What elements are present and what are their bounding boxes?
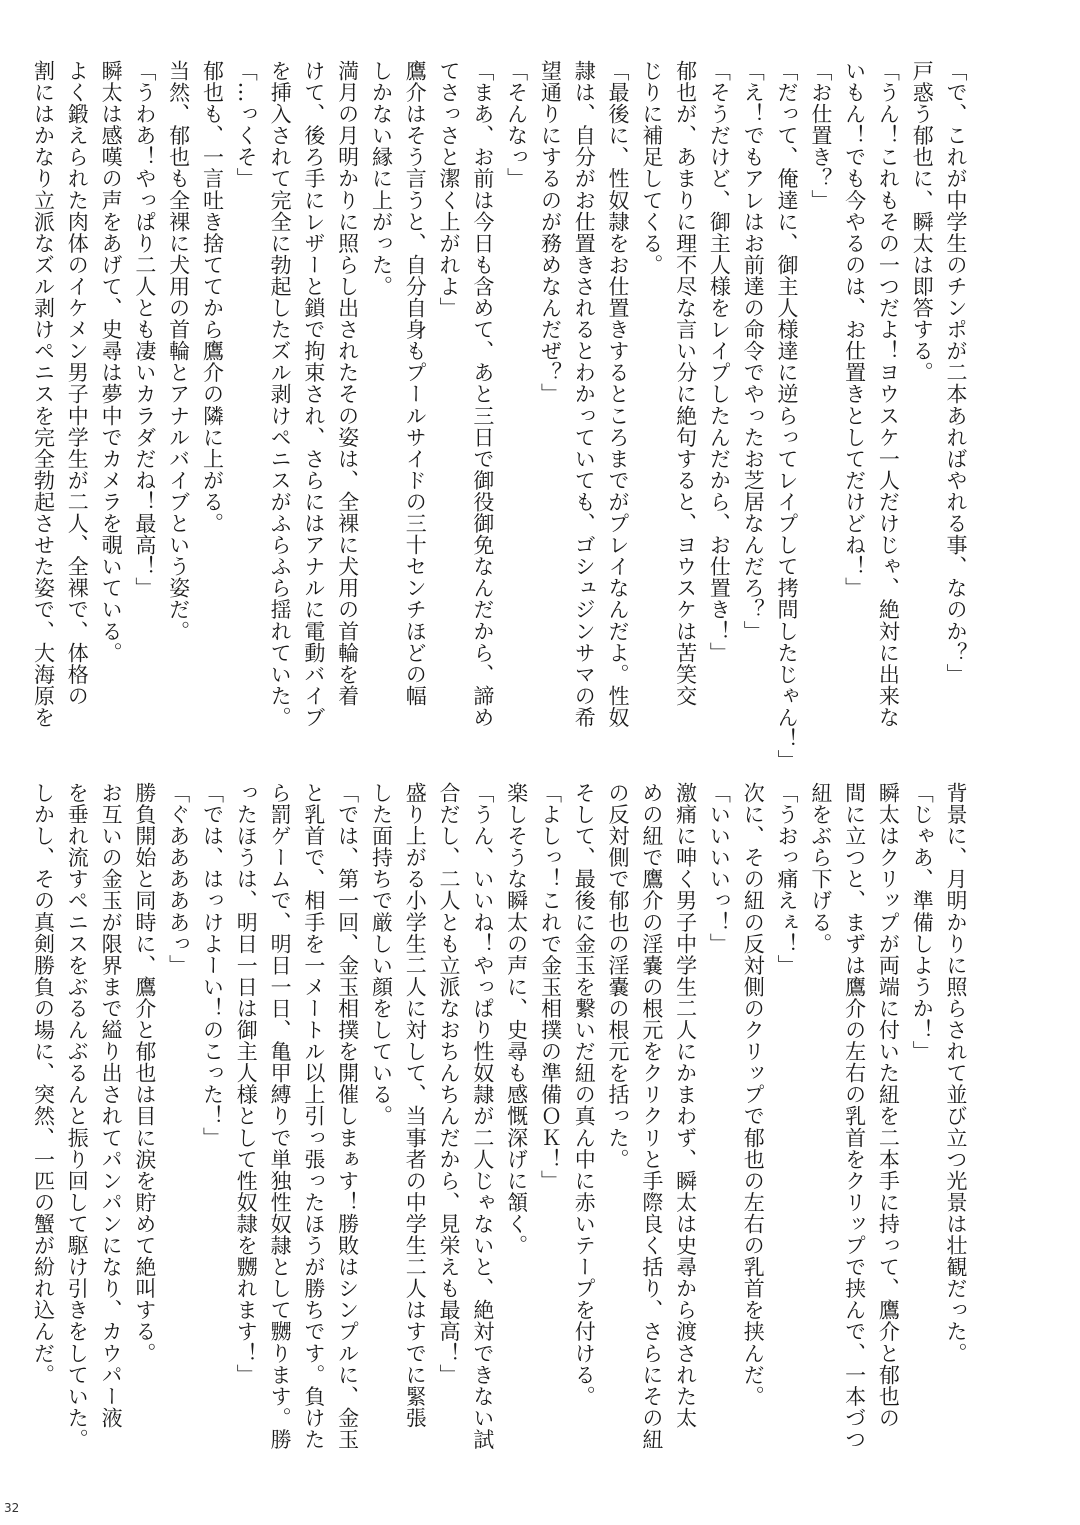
text-line: 「え！でもアレはお前達の命令でやったお芝居なんだろ？」 [741,60,766,642]
text-line: 「…っくそ」 [234,60,259,190]
text-line: 次に、その紐の反対側のクリップで郁也の左右の乳首を挟んだ。 [741,782,766,1407]
text-line: お互いの金玉が限界まで縊り出されてパンパンになり、カウパー液 [99,782,124,1429]
text-line: 戸惑う郁也に、瞬太は即答する。 [910,60,935,384]
text-line: 楽しそうな瞬太の声に、史尋も感慨深げに頷く。 [504,782,529,1257]
text-line: を挿入されて完全に勃起したズル剥けペニスがふらふら揺れていた。 [268,60,293,729]
text-line: 「そんなっ」 [504,60,529,190]
text-line: 郁也も、一言吐き捨ててから鷹介の隣に上がる。 [200,60,225,535]
text-line: しかない縁に上がった。 [369,60,394,298]
text-line: 盛り上がる小学生二人に対して、当事者の中学生二人はすでに緊張 [403,782,428,1429]
text-line: 「うん、いいね！やっぱり性奴隷が二人じゃないと、絶対できない試 [470,782,495,1451]
text-line: 「お仕置き？」 [808,60,833,211]
text-line: めの紐で鷹介の淫嚢の根元をクリクリと手際良く括り、さらにその紐 [639,782,664,1451]
text-column-bottom [31,782,972,1451]
text-line: 「では、はっけよーい！のこった！」 [200,782,225,1149]
text-line: 「まあ、お前は今日も含めて、あと三日で御役御免なんだから、諦め [470,60,495,729]
text-line: 「最後に、性奴隷をお仕置きするところまでがプレイなんだよ。性奴 [606,60,631,729]
text-line: 瞬太はクリップが両端に付いた紐を二本手に持って、鷹介と郁也の [876,782,901,1429]
text-line: した面持ちで厳しい顔をしている。 [369,782,394,1127]
text-line: と乳首で、相手を一メートル以上引っ張ったほうが勝ちです。負けた [301,782,326,1451]
text-line: 瞬太は感嘆の声をあげて、史尋は夢中でカメラを覗いている。 [99,60,124,664]
text-line: 背景に、月明かりに照らされて並び立つ光景は壮観だった。 [944,782,968,1364]
text-column-top [31,60,972,772]
text-line: いもん！でも今やるのは、お仕置きとしてだけどね！」 [842,60,867,599]
text-line: を垂れ流すペニスをぶるんぶるんと振り回して駆け引きをしていた。 [65,782,90,1451]
page-number: 32 [4,1501,20,1515]
text-line: 「うわあ！やっぱり二人とも凄いカラダだね！最高！」 [132,60,157,599]
text-line: てさっさと潔く上がれよ」 [437,60,462,319]
text-line: ったほうは、明日一日は御主人様として性奴隷を嬲れます！」 [234,782,259,1386]
text-line: 郁也が、あまりに理不尽な言い分に絶句すると、ヨウスケは苦笑交 [673,60,698,707]
text-line: 「いいいいっ！」 [707,782,732,955]
text-line: 合だし、二人とも立派なおちんちんだから、見栄えも最高！」 [437,782,462,1386]
text-line: 「そうだけど、御主人様をレイプしたんだから、お仕置き！」 [707,60,732,664]
text-line: しかし、その真剣勝負の場に、突然、一匹の蟹が紛れ込んだ。 [31,782,56,1386]
text-line: けて、後ろ手にレザーと鎖で拘束され、さらにはアナルに電動バイブ [301,60,326,729]
text-line: 間に立つと、まずは鷹介の左右の乳首をクリップで挟んで、一本づつ [842,782,867,1451]
text-line: じりに補足してくる。 [639,60,664,276]
text-line: 「ぐあああああっ」 [166,782,191,976]
text-line: 「よしっ！これで金玉相撲の準備ＯＫ！」 [538,782,563,1192]
text-line: 当然、郁也も全裸に犬用の首輪とアナルバイブという姿だ。 [166,60,191,642]
text-line: 割にはかなり立派なズル剥けペニスを完全勃起させた姿で、大海原を [31,60,56,729]
text-line: ら罰ゲームで、明日一日、亀甲縛りで単独性奴隷として嬲ります。勝 [268,782,293,1451]
text-line: 隷は、自分がお仕置きされるとわかっていても、ゴシュジンサマの希 [572,60,597,729]
text-line: 激痛に呻く男子中学生二人にかまわず、瞬太は史尋から渡された太 [673,782,698,1429]
text-line: 満月の月明かりに照らし出されたその姿は、全裸に犬用の首輪を着 [335,60,360,707]
text-line: 鷹介はそう言うと、自分自身もプールサイドの三十センチほどの幅 [403,60,428,707]
text-line: よく鍛えられた肉体のイケメン男子中学生が二人、全裸で、体格の [65,60,90,707]
text-line: の反対側で郁也の淫嚢の根元を括った。 [606,782,631,1170]
text-line: 望通りにするのが務めなんだぜ？」 [538,60,563,405]
text-line: 「うおっ痛えぇ！」 [775,782,800,976]
text-line: 「だって、俺達に、御主人様達に逆らってレイプして拷問したじゃん！」 [775,60,800,772]
text-line: 「うん！これもその一つだよ！ヨウスケ一人だけじゃ、絶対に出来な [876,60,901,729]
text-line: 「では、第一回、金玉相撲を開催しまぁす！勝敗はシンプルに、金玉 [335,782,360,1451]
text-line: 「じゃあ、準備しようか！」 [910,782,935,1063]
text-line: 「で、これが中学生のチンポが二本あればやれる事、なのか？」 [944,60,968,685]
text-line: そして、最後に金玉を繋いだ紐の真ん中に赤いテープを付ける。 [572,782,597,1407]
text-line: 勝負開始と同時に、鷹介と郁也は目に涙を貯めて絶叫する。 [132,782,157,1364]
text-line: 紐をぶら下げる。 [808,782,833,955]
